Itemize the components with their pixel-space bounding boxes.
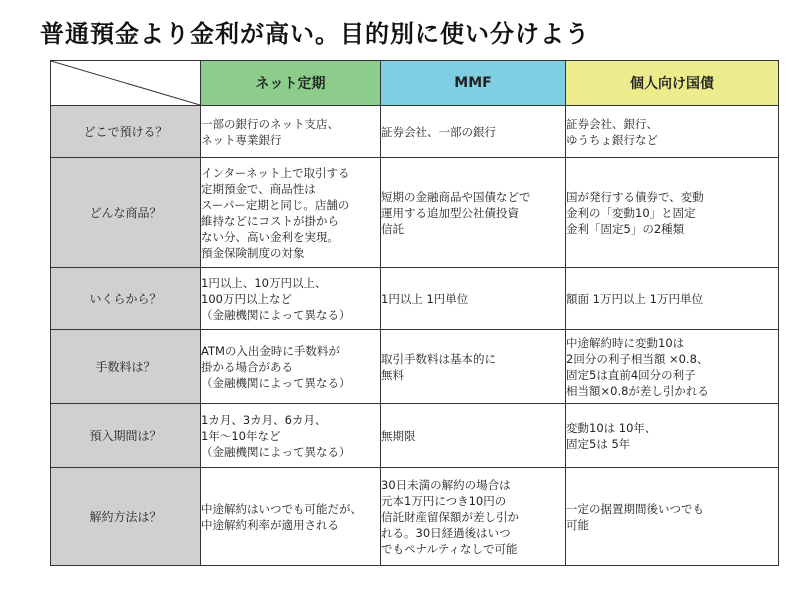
cell-text-line: 中途解約利率が適用される — [201, 517, 339, 532]
table-row — [51, 404, 779, 468]
cell-jgb — [566, 158, 779, 268]
cell-text-line: 変動10は 10年、 — [566, 420, 657, 435]
cell-jgb — [566, 468, 779, 566]
cell-text-line: 100万円以上など — [201, 291, 292, 306]
cell-net — [201, 330, 381, 404]
cell-text-line: でもペナルティなしで可能 — [381, 541, 518, 556]
cell-mmf — [381, 468, 566, 566]
corner-cell — [51, 61, 201, 106]
table-header-row — [51, 61, 779, 106]
cell-text-line: 1年～10年など — [201, 428, 281, 443]
cell-net — [201, 404, 381, 468]
cell-net — [201, 268, 381, 330]
cell-text-line: 信託財産留保額が差し引か — [381, 509, 519, 524]
cell-text-line: 固定5は直前4回分の利子 — [566, 367, 696, 382]
row-header: いくらから？ — [51, 268, 201, 330]
diagonal-line — [51, 61, 200, 105]
cell-text-line: れる。30日経過後はいつ — [381, 525, 511, 540]
table-row — [51, 158, 779, 268]
cell-text-line: 金利「固定5」の2種類 — [566, 221, 685, 236]
cell-text-line: 額面 1万円以上 1万円単位 — [566, 291, 703, 306]
cell-text-line: 運用する追加型公社債投資 — [381, 205, 519, 220]
cell-text-line: 相当額×0.8が差し引かれる — [566, 383, 709, 398]
cell-net — [201, 106, 381, 158]
cell-text-line: （金融機関によって異なる） — [201, 444, 351, 459]
cell-net — [201, 158, 381, 268]
cell-text-line: 掛かる場合がある — [201, 359, 293, 374]
cell-text-line: 定期預金で、商品性は — [201, 181, 316, 196]
table-row — [51, 106, 779, 158]
column-header-kojin-kokusai: 個人向け国債 — [566, 61, 779, 106]
cell-text-line: 固定5は 5年 — [566, 436, 631, 451]
cell-mmf — [381, 330, 566, 404]
row-header: どこで預ける？ — [51, 106, 201, 158]
cell-text-line: 証券会社、一部の銀行 — [381, 124, 496, 139]
cell-text-line: 金利の「変動10」と固定 — [566, 205, 696, 220]
cell-jgb — [566, 268, 779, 330]
cell-text-line: 信託 — [381, 221, 404, 236]
cell-text-line: 維持などにコストが掛から — [201, 213, 339, 228]
cell-text-line: 2回分の利子相当額 ×0.8、 — [566, 351, 709, 366]
cell-mmf — [381, 404, 566, 468]
table-row — [51, 330, 779, 404]
cell-text-line: 1円以上 1円単位 — [381, 291, 469, 306]
cell-text-line: 国が発行する債券で、変動 — [566, 189, 704, 204]
cell-jgb — [566, 404, 779, 468]
cell-text-line: 1カ月、3カ月、6カ月、 — [201, 412, 327, 427]
cell-text-line: 中途解約はいつでも可能だが、 — [201, 501, 362, 516]
cell-text-line: ない分、高い金利を実現。 — [201, 229, 339, 244]
cell-text-line: 無料 — [381, 367, 404, 382]
row-header: 預入期間は？ — [51, 404, 201, 468]
cell-text-line: 取引手数料は基本的に — [381, 351, 496, 366]
cell-text-line: 無期限 — [381, 428, 416, 443]
cell-text-line: ゆうちょ銀行など — [566, 132, 658, 147]
table-row — [51, 268, 779, 330]
column-header-mmf: MMF — [381, 61, 566, 106]
table-row — [51, 468, 779, 566]
cell-text-line: ネット専業銀行 — [201, 132, 282, 147]
cell-text-line: 短期の金融商品や国債などで — [381, 189, 531, 204]
cell-mmf — [381, 268, 566, 330]
cell-mmf — [381, 158, 566, 268]
cell-text-line: 一部の銀行のネット支店、 — [201, 116, 339, 131]
cell-text-line: 中途解約時に変動10は — [566, 335, 685, 350]
row-header: どんな商品？ — [51, 158, 201, 268]
row-header: 解約方法は？ — [51, 468, 201, 566]
cell-text-line: インターネット上で取引する — [201, 165, 350, 180]
cell-text-line: （金融機関によって異なる） — [201, 307, 351, 322]
cell-text-line: 証券会社、銀行、 — [566, 116, 658, 131]
cell-jgb — [566, 330, 779, 404]
cell-text-line: 1円以上、10万円以上、 — [201, 275, 327, 290]
comparison-table — [50, 60, 779, 566]
cell-text-line: 一定の据置期間後いつでも — [566, 501, 704, 516]
cell-text-line: 30日未満の解約の場合は — [381, 477, 511, 492]
cell-text-line: ATMの入出金時に手数料が — [201, 343, 340, 358]
cell-mmf — [381, 106, 566, 158]
row-header: 手数料は？ — [51, 330, 201, 404]
cell-text-line: 預金保険制度の対象 — [201, 245, 305, 260]
cell-jgb — [566, 106, 779, 158]
page-title: 普通預金より金利が高い。目的別に使い分けよう — [40, 20, 590, 48]
cell-net — [201, 468, 381, 566]
cell-text-line: 元本1万円につき10円の — [381, 493, 507, 508]
column-header-net-teiki: ネット定期 — [201, 61, 381, 106]
cell-text-line: （金融機関によって異なる） — [201, 375, 351, 390]
cell-text-line: スーパー定期と同じ。店舗の — [201, 197, 350, 212]
cell-text-line: 可能 — [566, 517, 589, 532]
